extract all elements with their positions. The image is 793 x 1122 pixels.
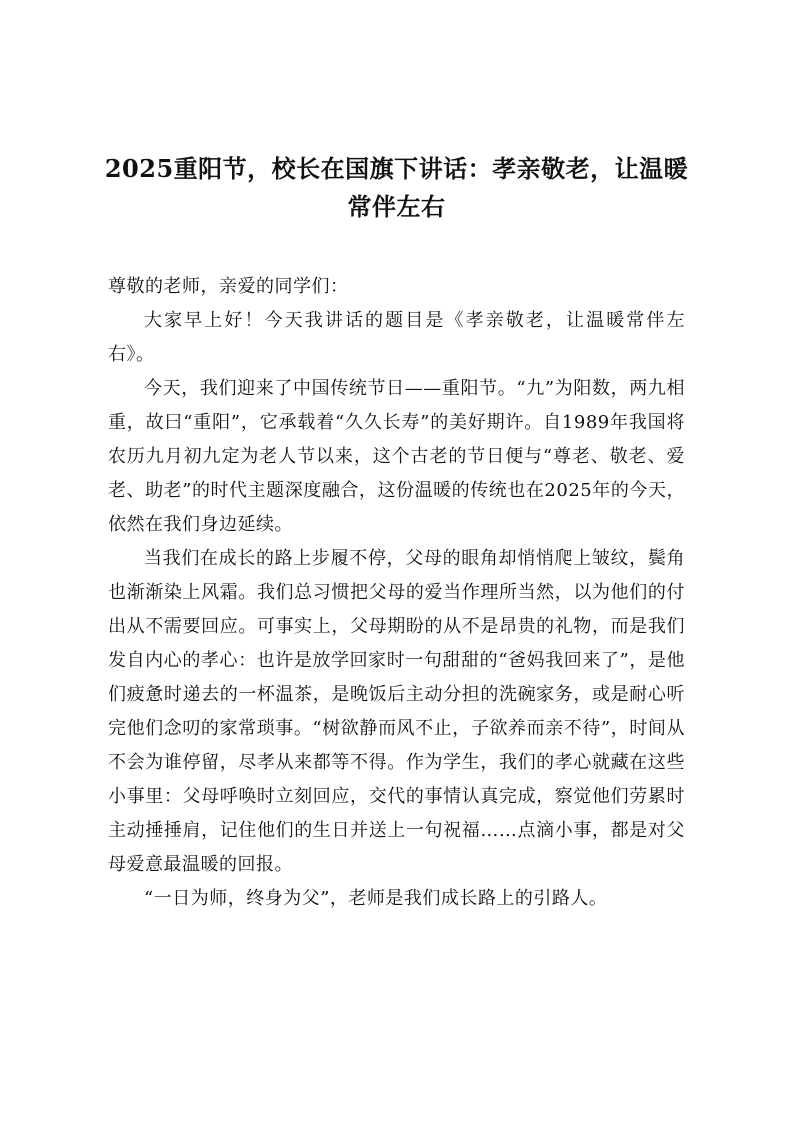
paragraph-greeting: 大家早上好！今天我讲话的题目是《孝亲敬老，让温暖常伴左右》。 xyxy=(108,310,685,365)
paragraph-teachers: “一日为师，终身为父”，老师是我们成长路上的引路人。 xyxy=(144,888,608,909)
document-body xyxy=(108,270,685,916)
salutation: 尊敬的老师，亲爱的同学们： xyxy=(108,276,349,297)
paragraph-filial-piety: 当我们在成长的路上步履不停，父母的眼角却悄悄爬上皱纹，鬓角也渐渐染上风霜。我们总习惯把父母的爱当作理所当然，以为他们的付出从不需要回应。可事实上，父母期盼的从不是昂贵的礼物，而是我们发自内心的孝心：也许是放学回家时一句甜甜的“爸妈我回来了”，是他们疲惫时递去的一杯温茶，是晚饭后主动分担的洗碗家务，或是耐心听完他们念叨的家常琐事。“树欲静而风不止，子欲养而亲不待”，时间从不会为谁停留，尽孝从来都等不得。作为学生，我们的孝心就藏在这些小事里：父母呼唤时立刻回应，交代的事情认真完成，察觉他们劳累时主动捶捶肩，记住他们的生日并送上一句祝福……点滴小事，都是对父母爱意最温暖的回报。 xyxy=(108,548,685,875)
document-title: 2025重阳节，校长在国旗下讲话：孝亲敬老，让温暖常伴左右 xyxy=(104,154,689,221)
paragraph-festival-intro: 今天，我们迎来了中国传统节日——重阳节。“九”为阳数，两九相重，故曰“重阳”，它承载着“久久长寿”的美好期许。自1989年我国将农历九月初九定为老人节以来，这个古老的节日便与“尊老、敬老、爱老、助老”的时代主题深度融合，这份温暖的传统也在2025年的今天，依然在我们身边延续。 xyxy=(108,378,685,535)
